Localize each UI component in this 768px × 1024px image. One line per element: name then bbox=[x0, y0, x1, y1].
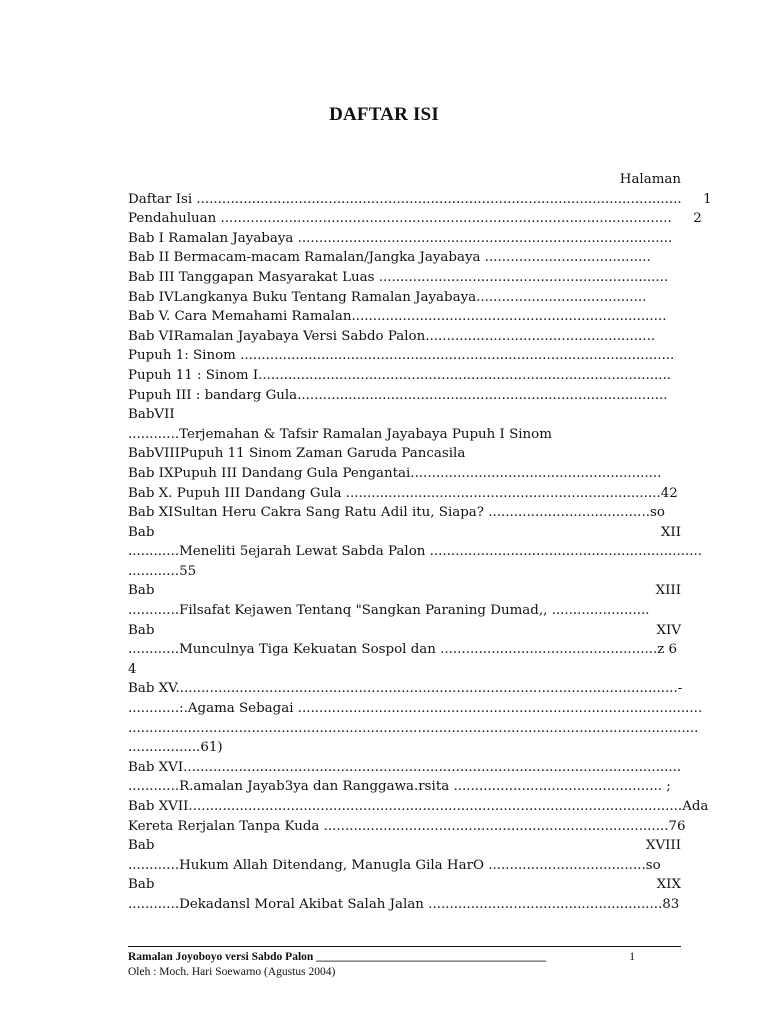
footer-divider bbox=[128, 946, 681, 947]
toc-entry bbox=[128, 190, 712, 210]
toc-entry bbox=[128, 366, 681, 386]
toc-entry bbox=[128, 484, 681, 504]
toc-entry-text: Pupuh 1: Sinom ...................................................................................................... bbox=[128, 348, 675, 364]
footer-page-number: 1 bbox=[629, 951, 635, 963]
toc-entry-text: ............Dekadansl Moral Akibat Salah Jalan .......................................................83 bbox=[128, 896, 680, 912]
toc-entry bbox=[128, 503, 681, 523]
footer-author: Oleh : Moch. Hari Soewarno (Agustus 2004) bbox=[128, 966, 336, 978]
toc-entry-left: Bab bbox=[128, 622, 155, 638]
toc-entry-text: Bab XISultan Heru Cakra Sang Ratu Adil itu, Siapa? ......................................so bbox=[128, 505, 665, 521]
toc-entry-text: 4 bbox=[128, 661, 137, 677]
table-of-contents bbox=[128, 170, 712, 915]
toc-entry-text: Bab IVLangkanya Buku Tentang Ramalan Jayabaya........................................ bbox=[128, 289, 647, 305]
toc-entry-text: BabVIIIPupuh 11 Sinom Zaman Garuda Pancasila bbox=[128, 446, 466, 462]
halaman-label: Halaman bbox=[619, 172, 681, 187]
toc-entry-text: Pupuh 11 : Sinom I................................................................................................. bbox=[128, 367, 672, 383]
toc-entry-text: ............Terjemahan & Tafsir Ramalan Jayabaya Pupuh I Sinom bbox=[128, 426, 552, 442]
toc-entry-left: Bab bbox=[128, 877, 155, 893]
toc-entry bbox=[128, 288, 681, 308]
toc-entry bbox=[128, 581, 681, 601]
toc-entry bbox=[128, 307, 681, 327]
toc-entry bbox=[128, 562, 681, 582]
toc-entry-text: .................61) bbox=[128, 740, 223, 756]
toc-entry bbox=[128, 679, 681, 699]
toc-entry-page: 1 bbox=[703, 191, 712, 207]
toc-entry-text: Bab IXPupuh III Dandang Gula Pengantai........................................................... bbox=[128, 465, 662, 481]
toc-entry bbox=[128, 640, 681, 660]
toc-entry-page: 2 bbox=[693, 211, 702, 227]
toc-entry bbox=[128, 856, 681, 876]
toc-entry bbox=[128, 836, 681, 856]
toc-entry bbox=[128, 386, 681, 406]
toc-entry bbox=[128, 327, 681, 347]
toc-entry-text: Bab I Ramalan Jayabaya ........................................................................................ bbox=[128, 230, 673, 246]
toc-entry bbox=[128, 895, 681, 915]
toc-entry bbox=[128, 425, 681, 445]
toc-entry bbox=[128, 777, 681, 797]
toc-entry-text: Bab X. Pupuh III Dandang Gula ..........................................................................42 bbox=[128, 485, 678, 501]
toc-entry-text: Daftar Isi .................................................................................................................. bbox=[128, 191, 682, 207]
toc-entry bbox=[128, 268, 681, 288]
toc-entry bbox=[128, 758, 681, 778]
toc-entry bbox=[128, 738, 681, 758]
toc-entry-text: ...................................................................................................................................... bbox=[128, 720, 699, 736]
toc-entry bbox=[128, 248, 681, 268]
toc-entry-text: Bab XVI..................................................................................................................... bbox=[128, 759, 682, 775]
toc-entry bbox=[128, 523, 681, 543]
toc-entry-text: Kereta Rerjalan Tanpa Kuda .................................................................................76 bbox=[128, 818, 686, 834]
toc-entry-text: ............Hukum Allah Ditendang, Manugla Gila HarO .....................................so bbox=[128, 857, 661, 873]
toc-entry-text: ............:.Agama Sebagai ............................................................................................... bbox=[128, 701, 703, 717]
toc-entry-left: Bab bbox=[128, 524, 155, 540]
toc-entry bbox=[128, 444, 681, 464]
toc-entry bbox=[128, 797, 709, 817]
toc-entry bbox=[128, 346, 681, 366]
toc-entry-right: XVIII bbox=[645, 838, 681, 854]
toc-lines bbox=[128, 190, 712, 915]
toc-entry bbox=[128, 601, 681, 621]
toc-entry-text: ............R.amalan Jayab3ya dan Ranggawa.rsita ................................................. ; bbox=[128, 779, 671, 795]
toc-entry-text: Bab III Tanggapan Masyarakat Luas .................................................................... bbox=[128, 269, 669, 285]
toc-entry-text: ............Munculnya Tiga Kekuatan Sospol dan ...................................................z 6 bbox=[128, 642, 678, 658]
toc-entry bbox=[128, 464, 681, 484]
toc-entry-text: Bab V. Cara Memahami Ramalan.......................................................................... bbox=[128, 309, 667, 325]
toc-entry bbox=[128, 875, 681, 895]
toc-entry-right: XII bbox=[660, 524, 681, 540]
toc-entry-left: Bab bbox=[128, 583, 155, 599]
toc-entry bbox=[128, 817, 686, 837]
toc-entry-text: Bab VIRamalan Jayabaya Versi Sabdo Palon...................................................... bbox=[128, 328, 656, 344]
toc-entry-left: Bab bbox=[128, 838, 155, 854]
toc-entry-text: ............55 bbox=[128, 563, 197, 579]
toc-entry bbox=[128, 660, 681, 680]
toc-entry-right: XIV bbox=[656, 622, 681, 638]
toc-entry-text: ............Filsafat Kejawen Tentanq "Sangkan Paraning Dumad,, ....................... bbox=[128, 603, 650, 619]
toc-entry bbox=[128, 209, 702, 229]
toc-entry-text: Bab II Bermacam-macam Ramalan/Jangka Jayabaya ....................................... bbox=[128, 250, 651, 266]
footer-title: Ramalan Joyoboyo versi Sabdo Palon ________________________________________ bbox=[128, 951, 547, 963]
toc-entry-text: BabVII bbox=[128, 407, 175, 423]
toc-entry-text: ............Meneliti 5ejarah Lewat Sabda Palon ................................................................ bbox=[128, 544, 703, 560]
toc-entry-right: XIII bbox=[655, 583, 681, 599]
toc-entry bbox=[128, 719, 699, 739]
toc-entry-right: XIX bbox=[656, 877, 681, 893]
toc-entry bbox=[128, 405, 681, 425]
toc-entry bbox=[128, 699, 703, 719]
page-footer bbox=[128, 950, 681, 980]
toc-entry bbox=[128, 542, 703, 562]
toc-entry-text: Bab XV......................................................................................................................- bbox=[128, 681, 683, 697]
toc-entry-text: Bab XVII....................................................................................................................Ada bbox=[128, 799, 709, 814]
page-title: DAFTAR ISI bbox=[329, 104, 439, 125]
toc-entry bbox=[128, 229, 681, 249]
toc-entry-text: Pendahuluan .......................................................................................................... bbox=[128, 211, 672, 227]
toc-entry bbox=[128, 621, 681, 641]
toc-entry-text: Pupuh III : bandarg Gula....................................................................................... bbox=[128, 387, 668, 403]
